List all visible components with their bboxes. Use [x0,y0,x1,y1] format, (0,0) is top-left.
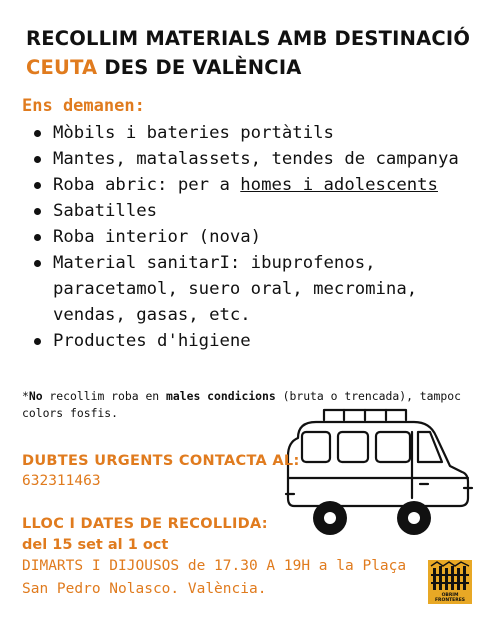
list-item: Mantes, matalassets, tendes de campanya [22,146,482,172]
title-line-2-rest: DES DE VALÈNCIA [97,56,302,79]
van-illustration [284,398,474,543]
poster-title [26,24,486,82]
list-item: Productes d'higiene [22,328,482,354]
obrim-fronteres-logo [428,560,472,604]
list-item-text: Roba abric: per a [53,175,241,195]
underlined-recipients: homes i adolescents [240,175,438,195]
note-part-2: (bruta o trencada), tampoc colors fosfis. [22,389,461,420]
contact-phone: 632311463 [22,473,101,489]
note-bad-condition: males condicions [166,389,276,403]
logo-label [428,593,472,603]
demand-heading: Ens demanen: [22,96,145,116]
title-line-1: RECOLLIM MATERIALS AMB DESTINACIÓ [26,27,471,50]
collection-place: San Pedro Nolasco. València. [22,581,267,597]
logo-label-bottom: FRONTERES [434,598,466,603]
demand-list [22,120,482,354]
title-accent-ceuta: CEUTA [26,56,98,79]
list-item: Material sanitarI: ibuprofenos, paracetamol, suero oral, mecromina, vendas, gasas, etc. [22,250,482,328]
list-item: Mòbils i bateries portàtils [22,120,482,146]
note-star: * [22,389,29,403]
note-no: No [28,389,43,403]
list-item: Roba interior (nova) [22,224,482,250]
note-part-1: recollim roba en [42,389,167,403]
collection-schedule: DIMARTS I DIJOUSOS de 17.30 A 19H a la Plaça [22,558,407,574]
contact-heading: DUBTES URGENTS CONTACTA AL: [22,453,300,469]
collection-dates: del 15 set al 1 oct [22,537,169,553]
list-item [22,172,482,198]
list-item: Sabatilles [22,198,482,224]
logo-label-top: OBRIM [441,593,459,598]
collection-heading: LLOC I DATES DE RECOLLIDA: [22,516,268,532]
title-line-2 [26,53,486,82]
fence-icon [428,560,472,594]
